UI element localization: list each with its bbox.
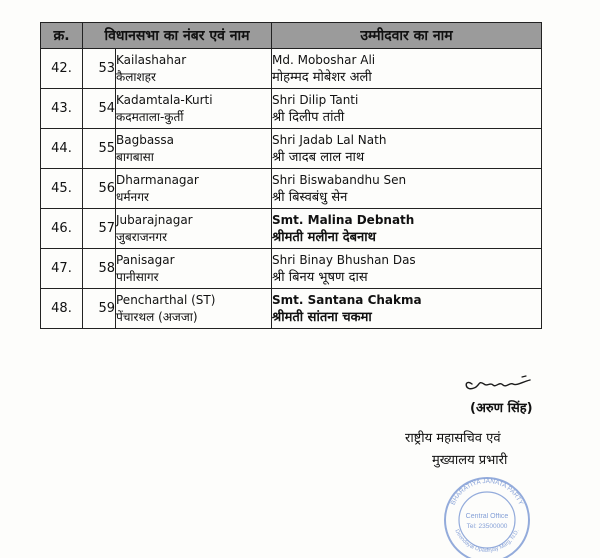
candidate-name-hi: श्री दिलीप तांती xyxy=(272,109,345,125)
table-row xyxy=(41,209,542,249)
table-row xyxy=(41,249,542,289)
constituency-name-cell xyxy=(116,89,272,129)
constituency-name-cell xyxy=(116,49,272,89)
candidate-name-en: Smt. Malina Debnath xyxy=(272,212,415,227)
constituency-name-cell xyxy=(116,209,272,249)
signer-department: मुख्यालय प्रभारी xyxy=(432,453,508,468)
constituency-number: 54 xyxy=(83,89,116,129)
serial-cell: 45. xyxy=(41,169,83,209)
table-row xyxy=(41,169,542,209)
constituency-name-cell xyxy=(116,249,272,289)
candidate-cell xyxy=(272,169,542,209)
table-row xyxy=(41,289,542,329)
constituency-name-en: Bagbassa xyxy=(116,132,175,147)
constituency-name-hi: बागबासा xyxy=(116,149,154,164)
candidate-cell xyxy=(272,49,542,89)
candidate-cell xyxy=(272,209,542,249)
table-row xyxy=(41,129,542,169)
serial-cell: 42. xyxy=(41,49,83,89)
stamp-line-2: Tel: 23500000 xyxy=(466,523,508,530)
candidate-name-hi: श्रीमती मलीना देबनाथ xyxy=(272,229,376,245)
table-header-row xyxy=(41,23,542,49)
candidate-name-en: Shri Binay Bhushan Das xyxy=(272,252,416,267)
table-row xyxy=(41,89,542,129)
signer-designation: राष्ट्रीय महासचिव एवं xyxy=(405,431,501,446)
header-constituency: विधानसभा का नंबर एवं नाम xyxy=(83,23,272,49)
table-row xyxy=(41,49,542,89)
constituency-name-en: Jubarajnagar xyxy=(116,212,193,227)
office-stamp xyxy=(438,470,536,558)
candidate-cell xyxy=(272,89,542,129)
candidate-name-en: Shri Biswabandhu Sen xyxy=(272,172,407,187)
stamp-party-text: BHARATIYA JANATA PARTY xyxy=(449,477,525,507)
constituency-name-cell xyxy=(116,169,272,209)
svg-text:Deendayal Upadhyay Marg, N.D. xyxy=(453,528,520,554)
header-serial: क्र. xyxy=(41,23,83,49)
constituency-name-en: Pencharthal (ST) xyxy=(116,292,216,307)
constituency-name-hi: पानीसागर xyxy=(116,269,159,284)
constituency-number: 58 xyxy=(83,249,116,289)
constituency-number: 53 xyxy=(83,49,116,89)
header-candidate: उम्मीदवार का नाम xyxy=(272,23,542,49)
constituency-number: 56 xyxy=(83,169,116,209)
serial-cell: 48. xyxy=(41,289,83,329)
candidate-name-hi: मोहम्मद मोबेशर अली xyxy=(272,69,372,85)
constituency-number: 57 xyxy=(83,209,116,249)
candidate-cell xyxy=(272,129,542,169)
constituency-name-hi: धर्मनगर xyxy=(116,189,149,204)
candidate-name-en: Md. Moboshar Ali xyxy=(272,52,376,67)
constituency-name-hi: पेंचारथल (अजजा) xyxy=(116,309,198,324)
serial-cell: 46. xyxy=(41,209,83,249)
serial-cell: 47. xyxy=(41,249,83,289)
candidate-name-en: Shri Dilip Tanti xyxy=(272,92,359,107)
constituency-name-hi: कैलाशहर xyxy=(116,69,156,84)
candidate-name-hi: श्रीमती सांतना चकमा xyxy=(272,309,372,325)
constituency-name-cell xyxy=(116,129,272,169)
candidate-table xyxy=(40,22,542,329)
constituency-name-hi: जुबराजनगर xyxy=(116,229,168,244)
serial-cell: 43. xyxy=(41,89,83,129)
constituency-number: 59 xyxy=(83,289,116,329)
candidate-name-hi: श्री बिस्वबंधु सेन xyxy=(272,189,348,205)
candidate-name-hi: श्री बिनय भूषण दास xyxy=(272,269,368,285)
signature-mark xyxy=(460,368,540,398)
constituency-number: 55 xyxy=(83,129,116,169)
candidate-name-en: Shri Jadab Lal Nath xyxy=(272,132,387,147)
stamp-line-1: Central Office xyxy=(465,513,509,520)
candidate-name-en: Smt. Santana Chakma xyxy=(272,292,422,307)
constituency-name-en: Dharmanagar xyxy=(116,172,199,187)
constituency-name-en: Kailashahar xyxy=(116,52,187,67)
serial-cell: 44. xyxy=(41,129,83,169)
constituency-name-en: Kadamtala-Kurti xyxy=(116,92,213,107)
candidate-cell xyxy=(272,289,542,329)
signer-name: (अरुण सिंह) xyxy=(470,401,533,416)
constituency-name-cell xyxy=(116,289,272,329)
constituency-name-en: Panisagar xyxy=(116,252,175,267)
candidate-name-hi: श्री जादब लाल नाथ xyxy=(272,149,365,165)
stamp-address-text: Deendayal Upadhyay Marg, N.D. xyxy=(453,528,521,554)
candidate-cell xyxy=(272,249,542,289)
constituency-name-hi: कदमताला-कुर्ती xyxy=(116,109,184,124)
